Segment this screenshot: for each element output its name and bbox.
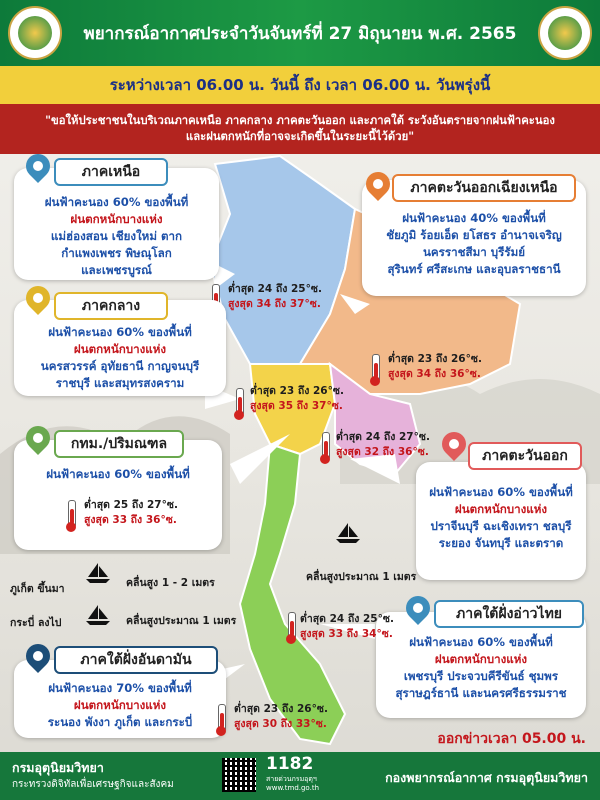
central-temp-high: สูงสุด 35 ถึง 37°ซ. <box>250 400 343 412</box>
central-rain: ฝนฟ้าคะนอง 60% ของพื้นที่ <box>48 325 192 339</box>
south-andaman-temp <box>234 702 328 732</box>
south-gulf-temp-high: สูงสุด 33 ถึง 34°ซ. <box>300 628 393 640</box>
south-gulf-areas-2: สุราษฎร์ธานี และนครศรีธรรมราช <box>395 686 567 700</box>
forecast-period: ระหว่างเวลา 06.00 น. วันนี้ ถึง เวลา 06.00 น. วันพรุ่งนี้ <box>0 66 600 104</box>
northeast-rain: ฝนฟ้าคะนอง 40% ของพื้นที่ <box>402 211 546 225</box>
south-gulf-card <box>376 606 586 718</box>
northeast-temp <box>388 352 482 382</box>
warning-line-2: และฝนตกหนักที่อาจจะเกิดขึ้นในระยะนี้ไว้ด้วย" <box>185 130 415 143</box>
hotline-subtext <box>266 775 319 793</box>
east-temp-high: สูงสุด 32 ถึง 36°ซ. <box>336 446 429 458</box>
bangkok-card <box>14 436 222 550</box>
south-andaman-areas-1: ระนอง พังงา ภูเก็ต และกระบี่ <box>47 715 193 729</box>
north-areas-3: และเพชรบูรณ์ <box>81 263 152 277</box>
south-andaman-temp-high: สูงสุด 30 ถึง 33°ซ. <box>234 718 327 730</box>
northeast-card <box>362 180 586 296</box>
north-card <box>14 164 219 280</box>
south-region-shape <box>240 444 345 744</box>
sea-krabi-wave: คลื่นสูงประมาณ 1 เมตร <box>126 615 237 627</box>
central-card <box>14 300 226 396</box>
tmd-emblem-left <box>8 6 62 60</box>
south-andaman-rain: ฝนฟ้าคะนอง 70% ของพื้นที่ <box>48 681 192 695</box>
central-heavy: ฝนตกหนักบางแห่ง <box>73 342 167 356</box>
south-gulf-heavy: ฝนตกหนักบางแห่ง <box>434 652 528 666</box>
south-gulf-rain: ฝนฟ้าคะนอง 60% ของพื้นที่ <box>409 635 553 649</box>
east-areas-1: ปราจีนบุรี ฉะเชิงเทรา ชลบุรี <box>430 519 572 533</box>
north-temp-high: สูงสุด 34 ถึง 37°ซ. <box>228 298 321 310</box>
bangkok-rain: ฝนฟ้าคะนอง 60% ของพื้นที่ <box>46 467 190 481</box>
hotline-label: สายด่วนกรมอุตุฯ <box>266 775 317 783</box>
sea-gulf-wave: คลื่นสูงประมาณ 1 เมตร <box>306 571 417 583</box>
east-heavy: ฝนตกหนักบางแห่ง <box>454 502 548 516</box>
bangkok-temp-low: ต่ำสุด 25 ถึง 27°ซ. <box>84 499 178 511</box>
tmd-emblem-right <box>538 6 592 60</box>
north-rain: ฝนฟ้าคะนอง 60% ของพื้นที่ <box>44 195 189 209</box>
north-temp-low: ต่ำสุด 24 ถึง 25°ซ. <box>228 283 322 295</box>
south-andaman-card <box>14 652 226 738</box>
central-areas-1: นครสวรรค์ อุทัยธานี กาญจนบุรี <box>40 359 200 373</box>
northeast-areas-2: นครราชสีมา บุรีรัมย์ <box>422 245 526 259</box>
east-temp <box>336 430 430 460</box>
east-temp-low: ต่ำสุด 24 ถึง 27°ซ. <box>336 431 430 443</box>
thermometer-icon <box>68 500 76 528</box>
north-heavy: ฝนตกหนักบางแห่ง <box>70 212 163 226</box>
central-temp <box>250 384 344 414</box>
northeast-temp-high: สูงสุด 34 ถึง 36°ซ. <box>388 368 481 380</box>
east-title: ภาคตะวันออก <box>468 442 582 470</box>
thermometer-icon <box>372 354 380 382</box>
page-title: พยากรณ์อากาศประจำวันจันทร์ที่ 27 มิถุนายน พ.ศ. 2565 <box>83 24 517 44</box>
qr-code-icon[interactable] <box>222 758 256 792</box>
footer-ministry: กระทรวงดิจิทัลเพื่อเศรษฐกิจและสังคม <box>12 779 174 790</box>
northeast-areas-1: ชัยภูมิ ร้อยเอ็ด ยโสธร อำนาจเจริญ <box>386 228 562 242</box>
central-temp-low: ต่ำสุด 23 ถึง 26°ซ. <box>250 385 344 397</box>
footer-department: กรมอุตุนิยมวิทยา <box>12 760 104 775</box>
central-title: ภาคกลาง <box>54 292 168 320</box>
south-gulf-title: ภาคใต้ฝั่งอ่าวไทย <box>434 600 584 628</box>
bangkok-temp-high: สูงสุด 33 ถึง 36°ซ. <box>84 514 177 526</box>
northeast-areas-3: สุรินทร์ ศรีสะเกษ และอุบลราชธานี <box>387 262 561 276</box>
thermometer-icon <box>218 704 226 732</box>
south-andaman-heavy: ฝนตกหนักบางแห่ง <box>73 698 167 712</box>
south-gulf-temp <box>300 612 394 642</box>
north-areas-2: กำแพงเพชร พิษณุโลก <box>61 246 172 260</box>
south-andaman-temp-low: ต่ำสุด 23 ถึง 26°ซ. <box>234 703 328 715</box>
east-card <box>416 448 586 580</box>
south-gulf-areas-1: เพชรบุรี ประจวบคีรีขันธ์ ชุมพร <box>403 669 559 683</box>
sea-krabi-label: กระบี่ ลงไป <box>10 617 62 629</box>
hotline-number: 1182 <box>266 754 314 774</box>
footer-division: กองพยากรณ์อากาศ กรมอุตุนิยมวิทยา <box>385 770 588 785</box>
north-areas-1: แม่ฮ่องสอน เชียงใหม่ ตาก <box>50 229 183 243</box>
thermometer-icon <box>288 612 296 640</box>
east-areas-2: ระยอง จันทบุรี และตราด <box>438 536 564 550</box>
sea-phuket-label: ภูเก็ต ขึ้นมา <box>10 583 65 595</box>
warning-line-1: "ขอให้ประชาชนในบริเวณภาคเหนือ ภาคกลาง ภาคตะวันออก และภาคใต้ ระวังอันตรายจากฝนฟ้าคะนอง <box>45 114 555 127</box>
north-title: ภาคเหนือ <box>54 158 168 186</box>
sailboat-icon <box>84 562 112 584</box>
north-temp <box>228 282 322 312</box>
northeast-title: ภาคตะวันออกเฉียงเหนือ <box>392 174 576 202</box>
website-link[interactable]: www.tmd.go.th <box>266 784 319 792</box>
east-rain: ฝนฟ้าคะนอง 60% ของพื้นที่ <box>429 485 573 499</box>
sailboat-icon <box>84 604 112 626</box>
footer-bar <box>0 752 600 800</box>
central-areas-2: ราชบุรี และสมุทรสงคราม <box>55 376 185 390</box>
thermometer-icon <box>236 388 244 416</box>
south-andaman-title: ภาคใต้ฝั่งอันดามัน <box>54 646 218 674</box>
sailboat-icon <box>334 522 362 544</box>
bangkok-title: กทม./ปริมณฑล <box>54 430 184 458</box>
bangkok-temp <box>84 498 178 528</box>
sea-phuket-wave: คลื่นสูง 1 - 2 เมตร <box>126 577 215 589</box>
header-bar <box>0 0 600 66</box>
northeast-temp-low: ต่ำสุด 23 ถึง 26°ซ. <box>388 353 482 365</box>
issue-time: ออกข่าวเวลา 05.00 น. <box>437 731 586 747</box>
warning-banner <box>0 104 600 154</box>
thermometer-icon <box>322 432 330 460</box>
south-gulf-temp-low: ต่ำสุด 24 ถึง 25°ซ. <box>300 613 394 625</box>
